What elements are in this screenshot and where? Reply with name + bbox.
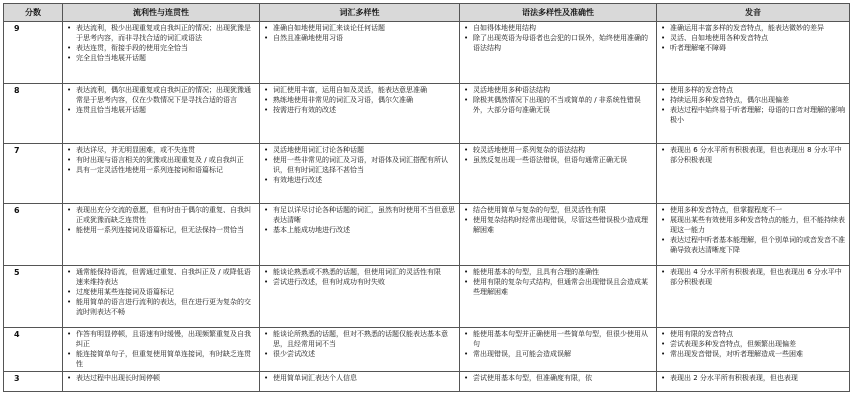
fluency-cell [63,266,260,328]
table-row [4,204,850,266]
fluency-criteria-list [66,373,256,383]
grammar-criteria-list [463,205,653,235]
criterion-item: • 能谈论所熟悉的话题，但对不熟悉的话题仅能表达基本意思，且经常用词不当 [263,329,456,349]
header-pronunciation: 发音 [657,4,850,22]
pronunciation-criteria-list [660,373,846,383]
criterion-item: • 能使用一系列连接词及语篇标记，但无法保持一贯恰当 [66,225,256,235]
grammar-cell [460,144,657,204]
criterion-item: • 表达详尽，并无明显困难，或不失连贯 [66,145,256,155]
criterion-item: • 很少尝试改述 [263,349,456,359]
criterion-item: • 通常能保持语流，但需通过重复、自我纠正及 / 或降低语速来维持表达 [66,267,256,287]
grammar-cell [460,328,657,372]
header-score: 分数 [4,4,63,22]
criterion-item: • 持续运用多种发音特点，偶尔出现偏差 [660,95,846,105]
lexical-criteria-list [263,145,456,185]
criterion-item: • 能谈论熟悉或不熟悉的话题，但使用词汇的灵活性有限 [263,267,456,277]
pronunciation-cell [657,84,850,144]
criterion-item: • 完全且恰当地展开话题 [66,53,256,63]
criterion-item: • 准确运用丰富多样的发音特点，能表达微妙的差异 [660,23,846,33]
lexical-cell [260,372,460,392]
grammar-cell [460,204,657,266]
criterion-item: • 结合使用简单与复杂的句型，但灵活性有限 [463,205,653,215]
criterion-item: • 使用一些非常见的词汇及习语，对语体及词汇搭配有所认识，但有时词汇选择不甚恰当 [263,155,456,175]
pronunciation-cell [657,22,850,84]
lexical-criteria-list [263,23,456,43]
criterion-item: • 使用有限的复杂句式结构，但通常会出现错误且会造成某些理解困难 [463,277,653,297]
band-score: 4 [4,328,63,372]
table-row [4,22,850,84]
header-grammatical-range: 语法多样性及准确性 [460,4,657,22]
table-row [4,144,850,204]
table-row [4,266,850,328]
pronunciation-cell [657,328,850,372]
criterion-item: • 自如得体地使用结构 [463,23,653,33]
grammar-criteria-list [463,85,653,115]
criterion-item: • 使用复杂结构时经常出现错误，尽管这些错误极少造成理解困难 [463,215,653,235]
criterion-item: • 尝试表现多种发音特点，但频繁出现偏差 [660,339,846,349]
lexical-cell [260,266,460,328]
criterion-item: • 除了出现英语为母语者也会犯的口误外，始终使用准确的语法结构 [463,33,653,53]
header-lexical-resource: 词汇多样性 [260,4,460,22]
criterion-item: • 常出现发音错误，对听者理解造成一些困难 [660,349,846,359]
lexical-criteria-list [263,373,456,383]
criterion-item: • 熟练地使用非常见的词汇及习语，偶尔欠准确 [263,95,456,105]
criterion-item: • 能使用基本句型并正确使用一些简单句型，但很少使用从句 [463,329,653,349]
pronunciation-cell [657,204,850,266]
ielts-speaking-band-descriptors-table [3,3,850,392]
grammar-criteria-list [463,267,653,297]
lexical-cell [260,22,460,84]
criterion-item: • 表达连贯，衔接手段的使用完全恰当 [66,43,256,53]
fluency-cell [63,372,260,392]
criterion-item: • 表现出 6 分水平所有积极表现，但也表现出 8 分水平中部分积极表现 [660,145,846,165]
band-score: 5 [4,266,63,328]
fluency-criteria-list [66,85,256,115]
criterion-item: • 尝试进行改述，但有时成功有时失败 [263,277,456,287]
lexical-cell [260,144,460,204]
grammar-criteria-list [463,145,653,165]
band-score: 8 [4,84,63,144]
criterion-item: • 除极其偶然情况下出现的不当或简单的 / 非系统性错误外，大部分语句准确无误 [463,95,653,115]
criterion-item: • 表达过程中听者基本能理解，但个别单词的或音发音不准确导致表达清晰度下降 [660,235,846,255]
criterion-item: • 虽然反复出现一些语法错误，但语句通常正确无误 [463,155,653,165]
criterion-item: • 词汇使用丰富，运用自如及灵活，能表达意思准确 [263,85,456,95]
criterion-item: • 使用有限的发音特点 [660,329,846,339]
pronunciation-cell [657,266,850,328]
fluency-criteria-list [66,205,256,235]
criterion-item: • 连贯且恰当地展开话题 [66,105,256,115]
criterion-item: • 表达过程中出现长时间停顿 [66,373,256,383]
pronunciation-criteria-list [660,85,846,125]
grammar-cell [460,84,657,144]
band-score: 7 [4,144,63,204]
lexical-cell [260,328,460,372]
criterion-item: • 表达流利，极少出现重复或自我纠正的情况；出现犹豫是于思考内容，而非寻找合适的词汇或语法 [66,23,256,43]
pronunciation-cell [657,372,850,392]
lexical-cell [260,204,460,266]
criterion-item: • 能使用基本的句型，且具有合理的准确性 [463,267,653,277]
band-score: 3 [4,372,63,392]
criterion-item: • 作答有明显停顿，且语速有时缓慢，出现频繁重复及自我纠正 [66,329,256,349]
fluency-cell [63,328,260,372]
criterion-item: • 常出现错误，且可能会造成误解 [463,349,653,359]
criterion-item: • 能连接简单句子，但重复使用简单连接词，有时缺乏连贯性 [66,349,256,369]
pronunciation-criteria-list [660,267,846,287]
criterion-item: • 基本上能成功地进行改述 [263,225,456,235]
header-fluency-coherence: 流利性与连贯性 [63,4,260,22]
grammar-cell [460,372,657,392]
pronunciation-criteria-list [660,23,846,53]
pronunciation-cell [657,144,850,204]
pronunciation-criteria-list [660,145,846,165]
criterion-item: • 表现出 2 分水平所有积极表现，但也表现 [660,373,846,383]
criterion-item: • 表达流利，偶尔出现重复或自我纠正的情况；出现犹豫通常是于思考内容，仅在少数情况下是寻找合适的语言 [66,85,256,105]
criterion-item: • 过度使用某些连接词及语篇标记 [66,287,256,297]
criterion-item: • 使用多样的发音特点 [660,85,846,95]
fluency-cell [63,144,260,204]
criterion-item: • 按需进行有效的改述 [263,105,456,115]
criterion-item: • 灵活地使用多种语法结构 [463,85,653,95]
criterion-item: • 具有一定灵活性地使用一系列连接词和语篇标记 [66,165,256,175]
criterion-item: • 表现出 4 分水平所有积极表现，但也表现出 6 分水平中部分积极表现 [660,267,846,287]
grammar-criteria-list [463,373,653,383]
lexical-criteria-list [263,267,456,287]
criterion-item: • 灵活地使用词汇讨论各种话题 [263,145,456,155]
criterion-item: • 能用简单的语言进行流利的表达，但在进行更为复杂的交流时则表达不畅 [66,297,256,317]
pronunciation-criteria-list [660,205,846,255]
fluency-criteria-list [66,329,256,369]
criterion-item: • 尝试使用基本句型，但准确度有限，依 [463,373,653,383]
grammar-cell [460,22,657,84]
lexical-criteria-list [263,205,456,235]
band-score: 9 [4,22,63,84]
table-row [4,372,850,392]
criterion-item: • 有效地进行改述 [263,175,456,185]
table-row [4,328,850,372]
criterion-item: • 听者理解毫不障碍 [660,43,846,53]
fluency-criteria-list [66,145,256,175]
pronunciation-criteria-list [660,329,846,359]
criterion-item: • 使用多种发音特点，但掌握程度不一 [660,205,846,215]
fluency-cell [63,204,260,266]
fluency-criteria-list [66,267,256,317]
table-body [4,22,850,392]
criterion-item: • 有时出现与语言相关的犹豫或出现重复及 / 或自我纠正 [66,155,256,165]
header-row [4,4,850,22]
band-score: 6 [4,204,63,266]
criterion-item: • 灵活、自如地使用各种发音特点 [660,33,846,43]
criterion-item: • 表达过程中始终易于听者理解；母语的口音对理解的影响极小 [660,105,846,125]
criterion-item: • 表现出充分交流的意愿，但有时由于偶尔的重复、自我纠正或犹豫而缺乏连贯性 [66,205,256,225]
grammar-criteria-list [463,329,653,359]
table-row [4,84,850,144]
criterion-item: • 有足以详尽讨论各种话题的词汇，虽然有时使用不当但意思表达清晰 [263,205,456,225]
lexical-criteria-list [263,85,456,115]
criterion-item: • 使用简单词汇表达个人信息 [263,373,456,383]
criterion-item: • 展现出某些有效使用多种发音特点的能力，但不能持续表现这一能力 [660,215,846,235]
grammar-criteria-list [463,23,653,53]
grammar-cell [460,266,657,328]
criterion-item: • 自然且准确地使用习语 [263,33,456,43]
fluency-criteria-list [66,23,256,63]
lexical-criteria-list [263,329,456,359]
criterion-item: • 准确自如地使用词汇来谈论任何话题 [263,23,456,33]
criterion-item: • 较灵活地使用一系列复杂的语法结构 [463,145,653,155]
fluency-cell [63,22,260,84]
lexical-cell [260,84,460,144]
fluency-cell [63,84,260,144]
